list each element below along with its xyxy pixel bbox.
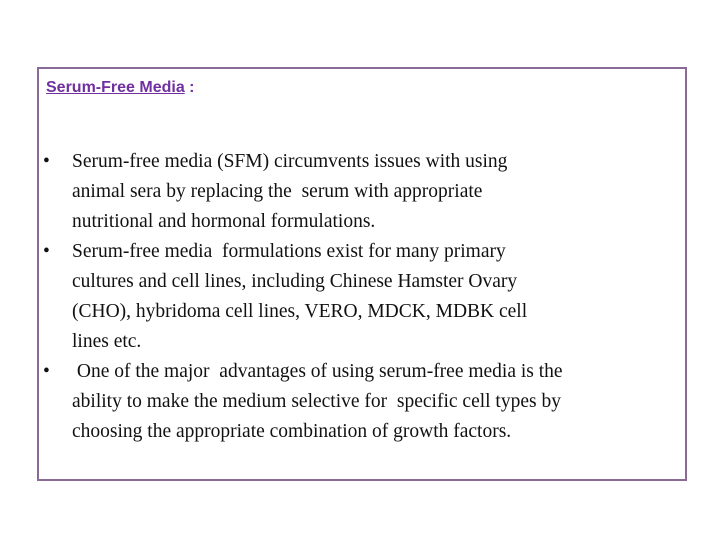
bullet-line: One of the major advantages of using serum-free media is the bbox=[72, 361, 563, 382]
bullet-item bbox=[39, 147, 689, 237]
bullet-item bbox=[39, 237, 689, 357]
heading-title: Serum-Free Media bbox=[46, 79, 185, 96]
bullet-line: ability to make the medium selective for specific cell types by bbox=[72, 391, 561, 412]
bullet-line: nutritional and hormonal formulations. bbox=[72, 211, 376, 232]
heading-colon: : bbox=[184, 79, 195, 96]
bullet-marker: • bbox=[43, 361, 50, 382]
bullet-line: lines etc. bbox=[72, 331, 142, 352]
bullet-line: cultures and cell lines, including Chinese Hamster Ovary bbox=[72, 271, 518, 292]
bullet-line: animal sera by replacing the serum with appropriate bbox=[72, 181, 483, 202]
bullet-line: Serum-free media (SFM) circumvents issues with using bbox=[72, 151, 508, 172]
bullet-marker: • bbox=[43, 241, 50, 262]
slide-heading bbox=[46, 79, 195, 97]
bullet-item bbox=[39, 357, 689, 447]
bullet-marker: • bbox=[43, 151, 50, 172]
bullet-line: Serum-free media formulations exist for many primary bbox=[72, 241, 506, 262]
bullet-line: (CHO), hybridoma cell lines, VERO, MDCK, MDBK cell bbox=[72, 301, 528, 322]
content-box bbox=[37, 67, 687, 481]
bullet-list bbox=[39, 147, 689, 447]
bullet-line: choosing the appropriate combination of growth factors. bbox=[72, 421, 512, 442]
